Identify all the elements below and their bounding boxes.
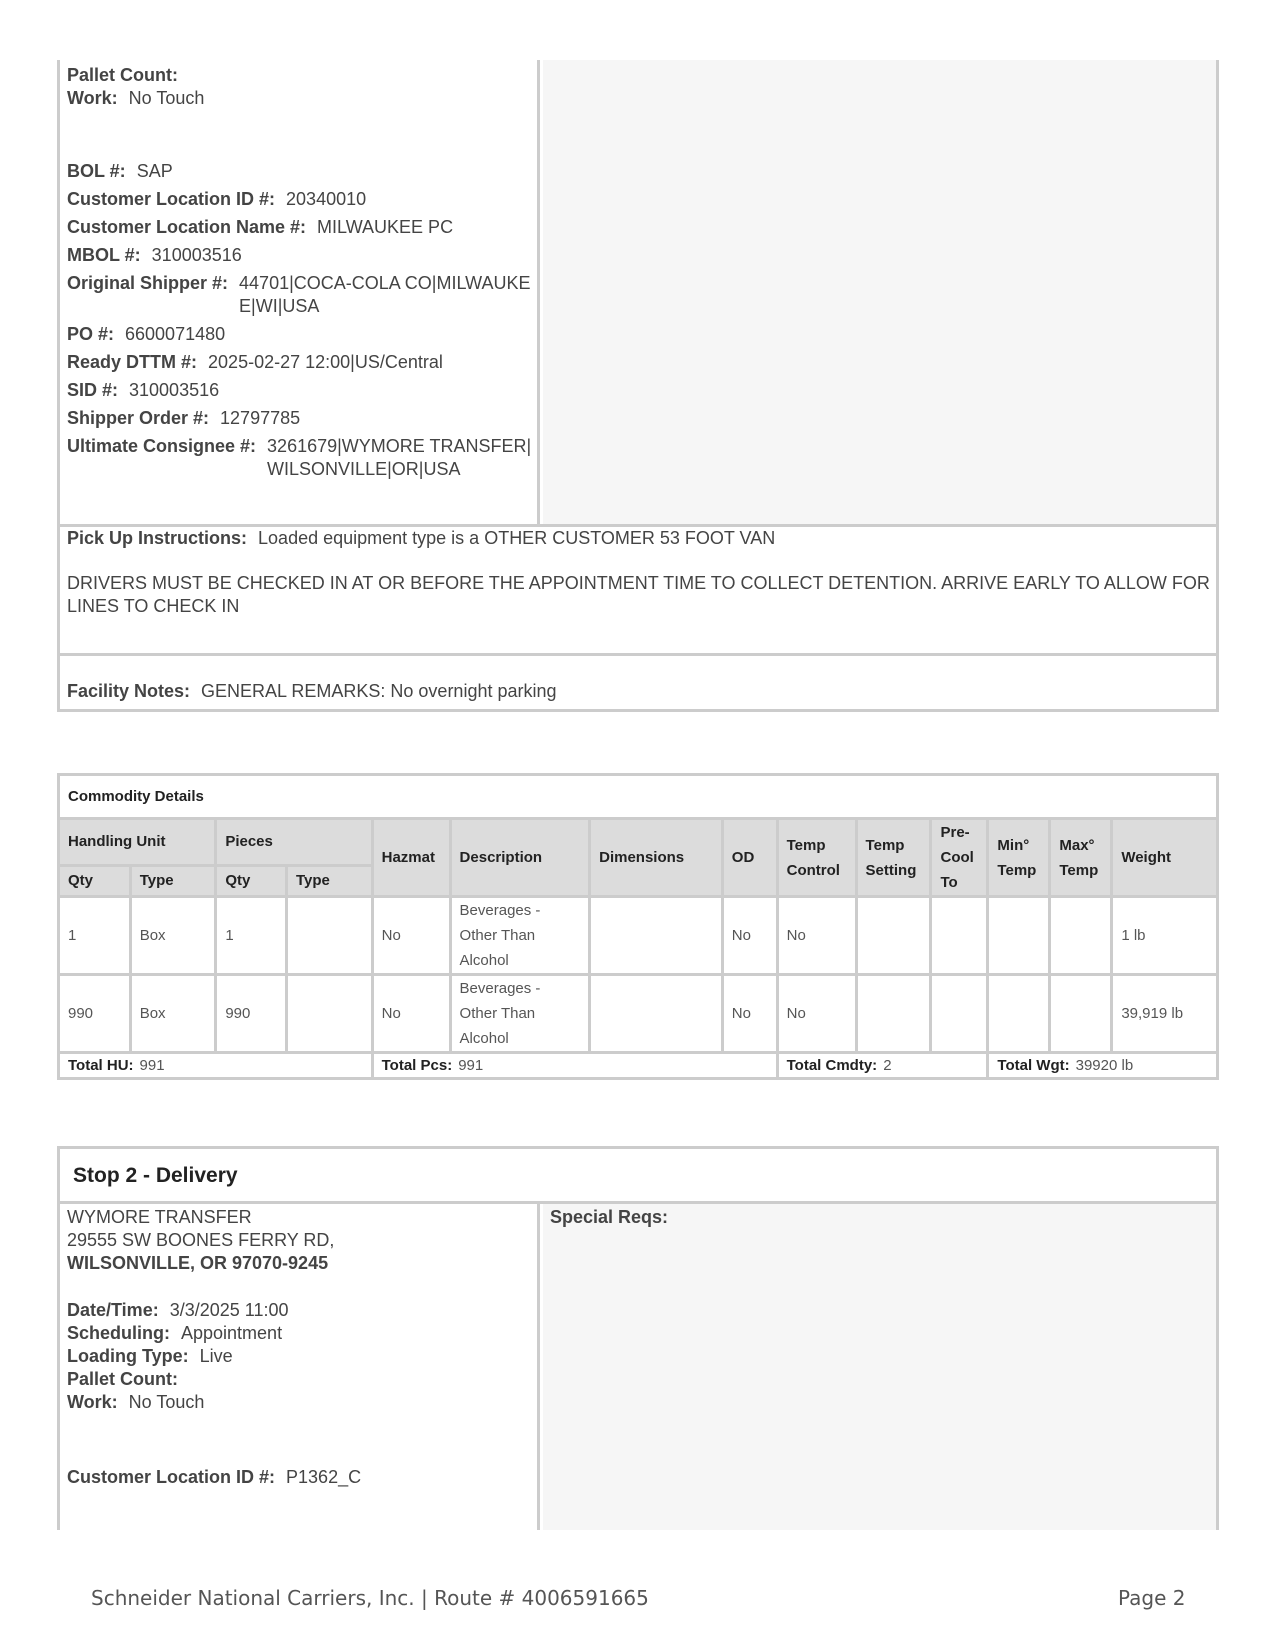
stop2-name: WYMORE TRANSFER [67,1207,252,1227]
reference-value: 44701|COCA-COLA CO|MILWAUKEE|WI|USA [239,273,531,316]
datetime-value: 3/3/2025 11:00 [169,1300,289,1320]
cell-pcs-type [287,897,373,975]
cell-temp-setting [856,897,931,975]
stop1-special-reqs-panel [543,60,1216,524]
cell-dimensions [590,975,723,1053]
total-cmdty-label: Total Cmdty: [786,1057,878,1074]
reference-value: SAP [136,161,173,181]
scheduling-value: Appointment [181,1323,283,1343]
cell-od: No [722,975,777,1053]
cell-hazmat: No [372,897,450,975]
facility-notes-box [57,656,1219,712]
header-precool: Pre-Cool To [931,819,988,897]
loading-type-label: Loading Type: [67,1346,189,1366]
facility-notes-label: Facility Notes: [67,681,191,701]
header-pcs-type: Type [287,865,373,896]
total-pcs [372,1053,777,1079]
reference-label: Customer Location Name #: [67,217,307,237]
total-hu [59,1053,373,1079]
total-cmdty-value: 2 [883,1057,892,1074]
header-dimensions: Dimensions [590,819,723,897]
header-hu-qty: Qty [59,865,131,896]
work-value: No Touch [128,88,205,108]
cell-hu-type: Box [130,897,216,975]
work-label: Work: [67,88,118,108]
total-wgt-label: Total Wgt: [997,1057,1070,1074]
reference-item [67,188,537,211]
cell-hu-qty: 990 [59,975,131,1053]
header-hazmat: Hazmat [372,819,450,897]
pallet-count-line [67,64,537,87]
header-temp-setting: Temp Setting [856,819,931,897]
header-temp-control: Temp Control [777,819,856,897]
reference-label: SID #: [67,380,119,400]
reference-list [67,160,537,481]
reference-value: 310003516 [151,245,242,265]
work-line [67,87,537,110]
pickup-instructions-value: Loaded equipment type is a OTHER CUSTOMER 53 FOOT VAN [258,528,776,548]
pallet-count-label: Pallet Count: [67,1369,178,1389]
cell-precool [931,897,988,975]
stop2-pallet-line [67,1368,537,1391]
stop2-customer-location-line [67,1466,537,1489]
facility-notes-value: GENERAL REMARKS: No overnight parking [201,681,557,701]
customer-location-id-label: Customer Location ID #: [67,1467,276,1487]
work-label: Work: [67,1392,118,1412]
reference-value: 6600071480 [125,324,226,344]
reference-item [67,160,537,183]
reference-label: Customer Location ID #: [67,189,276,209]
reference-item [67,435,537,481]
cell-pcs-qty: 1 [216,897,287,975]
cell-weight: 39,919 lb [1112,975,1218,1053]
cell-description: Beverages - Other Than Alcohol [450,975,590,1053]
reference-value: 12797785 [220,408,301,428]
cell-dimensions [590,897,723,975]
total-hu-label: Total HU: [68,1057,134,1074]
header-weight: Weight [1112,819,1218,897]
reference-label: MBOL #: [67,245,141,265]
cell-weight: 1 lb [1112,897,1218,975]
header-max-temp: Max° Temp [1050,819,1112,897]
cell-pcs-qty: 990 [216,975,287,1053]
reference-value: MILWAUKEE PC [317,217,454,237]
header-od: OD [722,819,777,897]
total-hu-value: 991 [139,1057,165,1074]
stop1-info-column [60,60,540,524]
cell-temp-control: No [777,897,856,975]
total-pcs-value: 991 [458,1057,484,1074]
cell-description: Beverages - Other Than Alcohol [450,897,590,975]
total-wgt-value: 39920 lb [1075,1057,1134,1074]
datetime-label: Date/Time: [67,1300,159,1320]
total-pcs-label: Total Pcs: [381,1057,453,1074]
reference-item [67,379,537,402]
cell-pcs-type [287,975,373,1053]
stop2-loading-line [67,1345,537,1368]
special-reqs-label: Special Reqs: [550,1207,669,1227]
stop2-datetime-line [67,1299,537,1322]
customer-location-id-value: P1362_C [286,1467,362,1487]
stop2-address: 29555 SW BOONES FERRY RD, [67,1230,335,1250]
header-description: Description [450,819,590,897]
cell-max-temp [1050,897,1112,975]
cell-temp-setting [856,975,931,1053]
total-wgt [988,1053,1218,1079]
stop2-special-reqs-panel [543,1204,1216,1530]
reference-label: Shipper Order #: [67,408,210,428]
cell-hu-type: Box [130,975,216,1053]
header-handling-unit: Handling Unit [59,819,216,866]
cell-min-temp [988,975,1050,1053]
totals-row [59,1053,1218,1079]
footer-company-route: Schneider National Carriers, Inc. | Route # 4006591665 [91,1586,649,1610]
header-pcs-qty: Qty [216,865,287,896]
stop2-scheduling-line [67,1322,537,1345]
commodity-row [59,897,1218,975]
cell-precool [931,975,988,1053]
reference-item [67,216,537,239]
header-pieces: Pieces [216,819,372,866]
total-cmdty [777,1053,988,1079]
reference-item [67,407,537,430]
commodity-table-title: Commodity Details [59,775,1218,819]
stop2-title: Stop 2 - Delivery [57,1146,1219,1204]
stop2-work-line [67,1391,537,1414]
scheduling-label: Scheduling: [67,1323,170,1343]
reference-value: 20340010 [286,189,367,209]
reference-item [67,272,537,318]
pickup-instructions-box [57,527,1219,656]
stop2-info-column [60,1204,540,1530]
reference-label: BOL #: [67,161,126,181]
header-min-temp: Min° Temp [988,819,1050,897]
cell-hu-qty: 1 [59,897,131,975]
reference-label: Ready DTTM #: [67,352,198,372]
cell-min-temp [988,897,1050,975]
reference-label: PO #: [67,324,115,344]
reference-item [67,323,537,346]
pallet-count-label: Pallet Count: [67,65,178,85]
cell-temp-control: No [777,975,856,1053]
commodity-details-table [57,773,1219,1080]
work-value: No Touch [128,1392,205,1412]
facility-notes-line [67,680,557,703]
reference-label: Ultimate Consignee #: [67,436,257,456]
stop2-city-line: WILSONVILLE, OR 97070-9245 [67,1253,329,1273]
reference-item [67,244,537,267]
pickup-note: DRIVERS MUST BE CHECKED IN AT OR BEFORE THE APPOINTMENT TIME TO COLLECT DETENTION. ARRIVE EARLY TO ALLOW FOR LINES TO CHECK IN [67,573,1210,616]
reference-value: 3261679|WYMORE TRANSFER|WILSONVILLE|OR|USA [267,436,532,479]
pickup-instructions-line [67,527,1217,550]
reference-item [67,351,537,374]
reference-label: Original Shipper #: [67,273,229,293]
footer-page-number: Page 2 [1118,1586,1186,1610]
header-hu-type: Type [130,865,216,896]
pickup-instructions-label: Pick Up Instructions: [67,528,248,548]
reference-value: 2025-02-27 12:00|US/Central [208,352,443,372]
cell-max-temp [1050,975,1112,1053]
reference-value: 310003516 [129,380,220,400]
commodity-row [59,975,1218,1053]
cell-od: No [722,897,777,975]
cell-hazmat: No [372,975,450,1053]
loading-type-value: Live [199,1346,233,1366]
